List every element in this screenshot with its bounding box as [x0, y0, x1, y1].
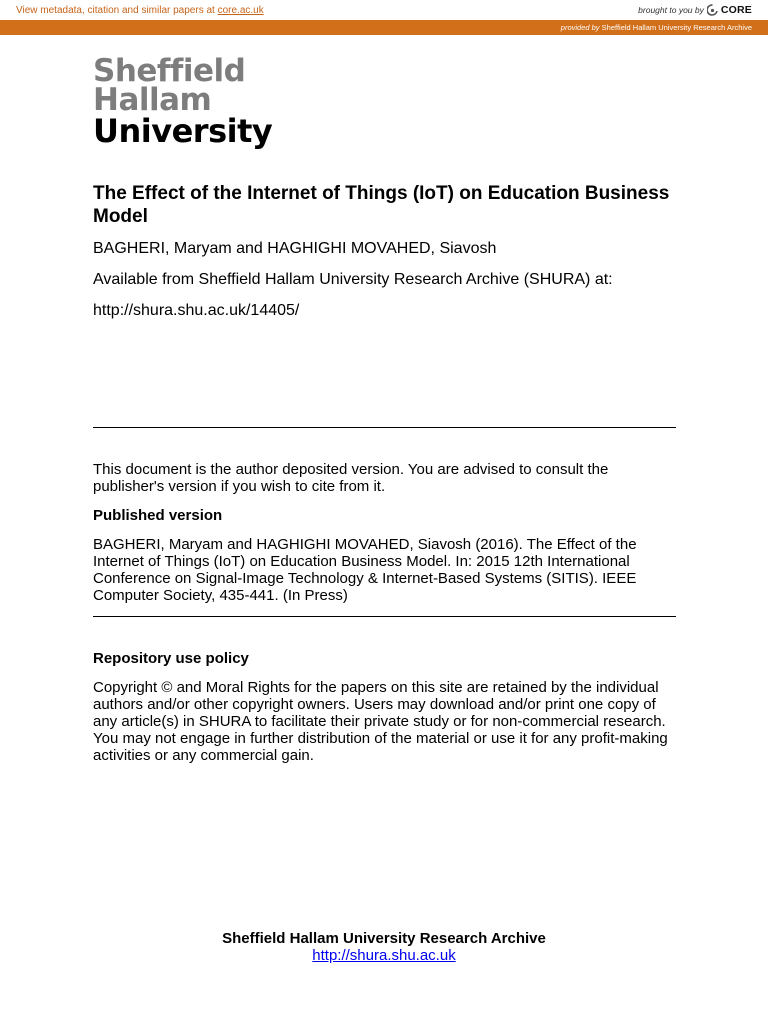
logo-line-hallam: Hallam [93, 82, 212, 119]
metadata-text: View metadata, citation and similar papers at [16, 5, 215, 16]
footer-archive-name: Sheffield Hallam University Research Archive [222, 930, 546, 947]
brought-text: brought to you by [638, 5, 704, 15]
provided-by-text: provided by [560, 23, 600, 32]
divider-bottom [93, 616, 676, 617]
divider-top [93, 427, 676, 428]
published-version-heading: Published version [93, 507, 223, 524]
deposit-notice: This document is the author deposited version. You are advised to consult the publisher's version if you wish to cite from it. [93, 461, 609, 495]
published-citation: BAGHERI, Maryam and HAGHIGHI MOVAHED, Siavosh (2016). The Effect of the Internet of Things (IoT) on Education Business Model. In: 2015 12th International Conference on Signal-Image Technology & Internet-Based Systems (SITIS). IEEE Computer Society, 435-441. (In Press) [93, 536, 637, 604]
core-logo-icon [707, 4, 718, 16]
university-logo [93, 53, 273, 150]
document-title: The Effect of the Internet of Things (IoT) on Education Business Model [93, 183, 670, 227]
core-link[interactable]: core.ac.uk [217, 5, 264, 16]
provided-archive: Sheffield Hallam University Research Archive [601, 23, 752, 32]
document-authors: BAGHERI, Maryam and HAGHIGHI MOVAHED, Siavosh [93, 240, 497, 257]
core-banner [0, 0, 768, 21]
provided-by-bar [0, 21, 768, 35]
repository-policy-heading: Repository use policy [93, 650, 249, 667]
core-label[interactable]: CORE [720, 4, 752, 16]
repository-policy-text: Copyright © and Moral Rights for the papers on this site are retained by the individual authors and/or other copyright owners. Users may download and/or print one copy of any article(s) in SHURA to facilitate their private study or for non-commercial research. You may not engage in further distribution of the material or use it for any profit-making activities or any commercial gain. [93, 679, 668, 764]
metadata-notice [16, 5, 264, 16]
logo-line-sheffield: Sheffield [93, 53, 246, 89]
brought-by [638, 4, 752, 16]
document-url: http://shura.shu.ac.uk/14405/ [93, 302, 300, 319]
availability-text: Available from Sheffield Hallam University Research Archive (SHURA) at: [93, 271, 613, 288]
footer-archive-link[interactable]: http://shura.shu.ac.uk [312, 947, 456, 964]
footer [0, 930, 768, 964]
logo-line-university: University [93, 111, 273, 150]
